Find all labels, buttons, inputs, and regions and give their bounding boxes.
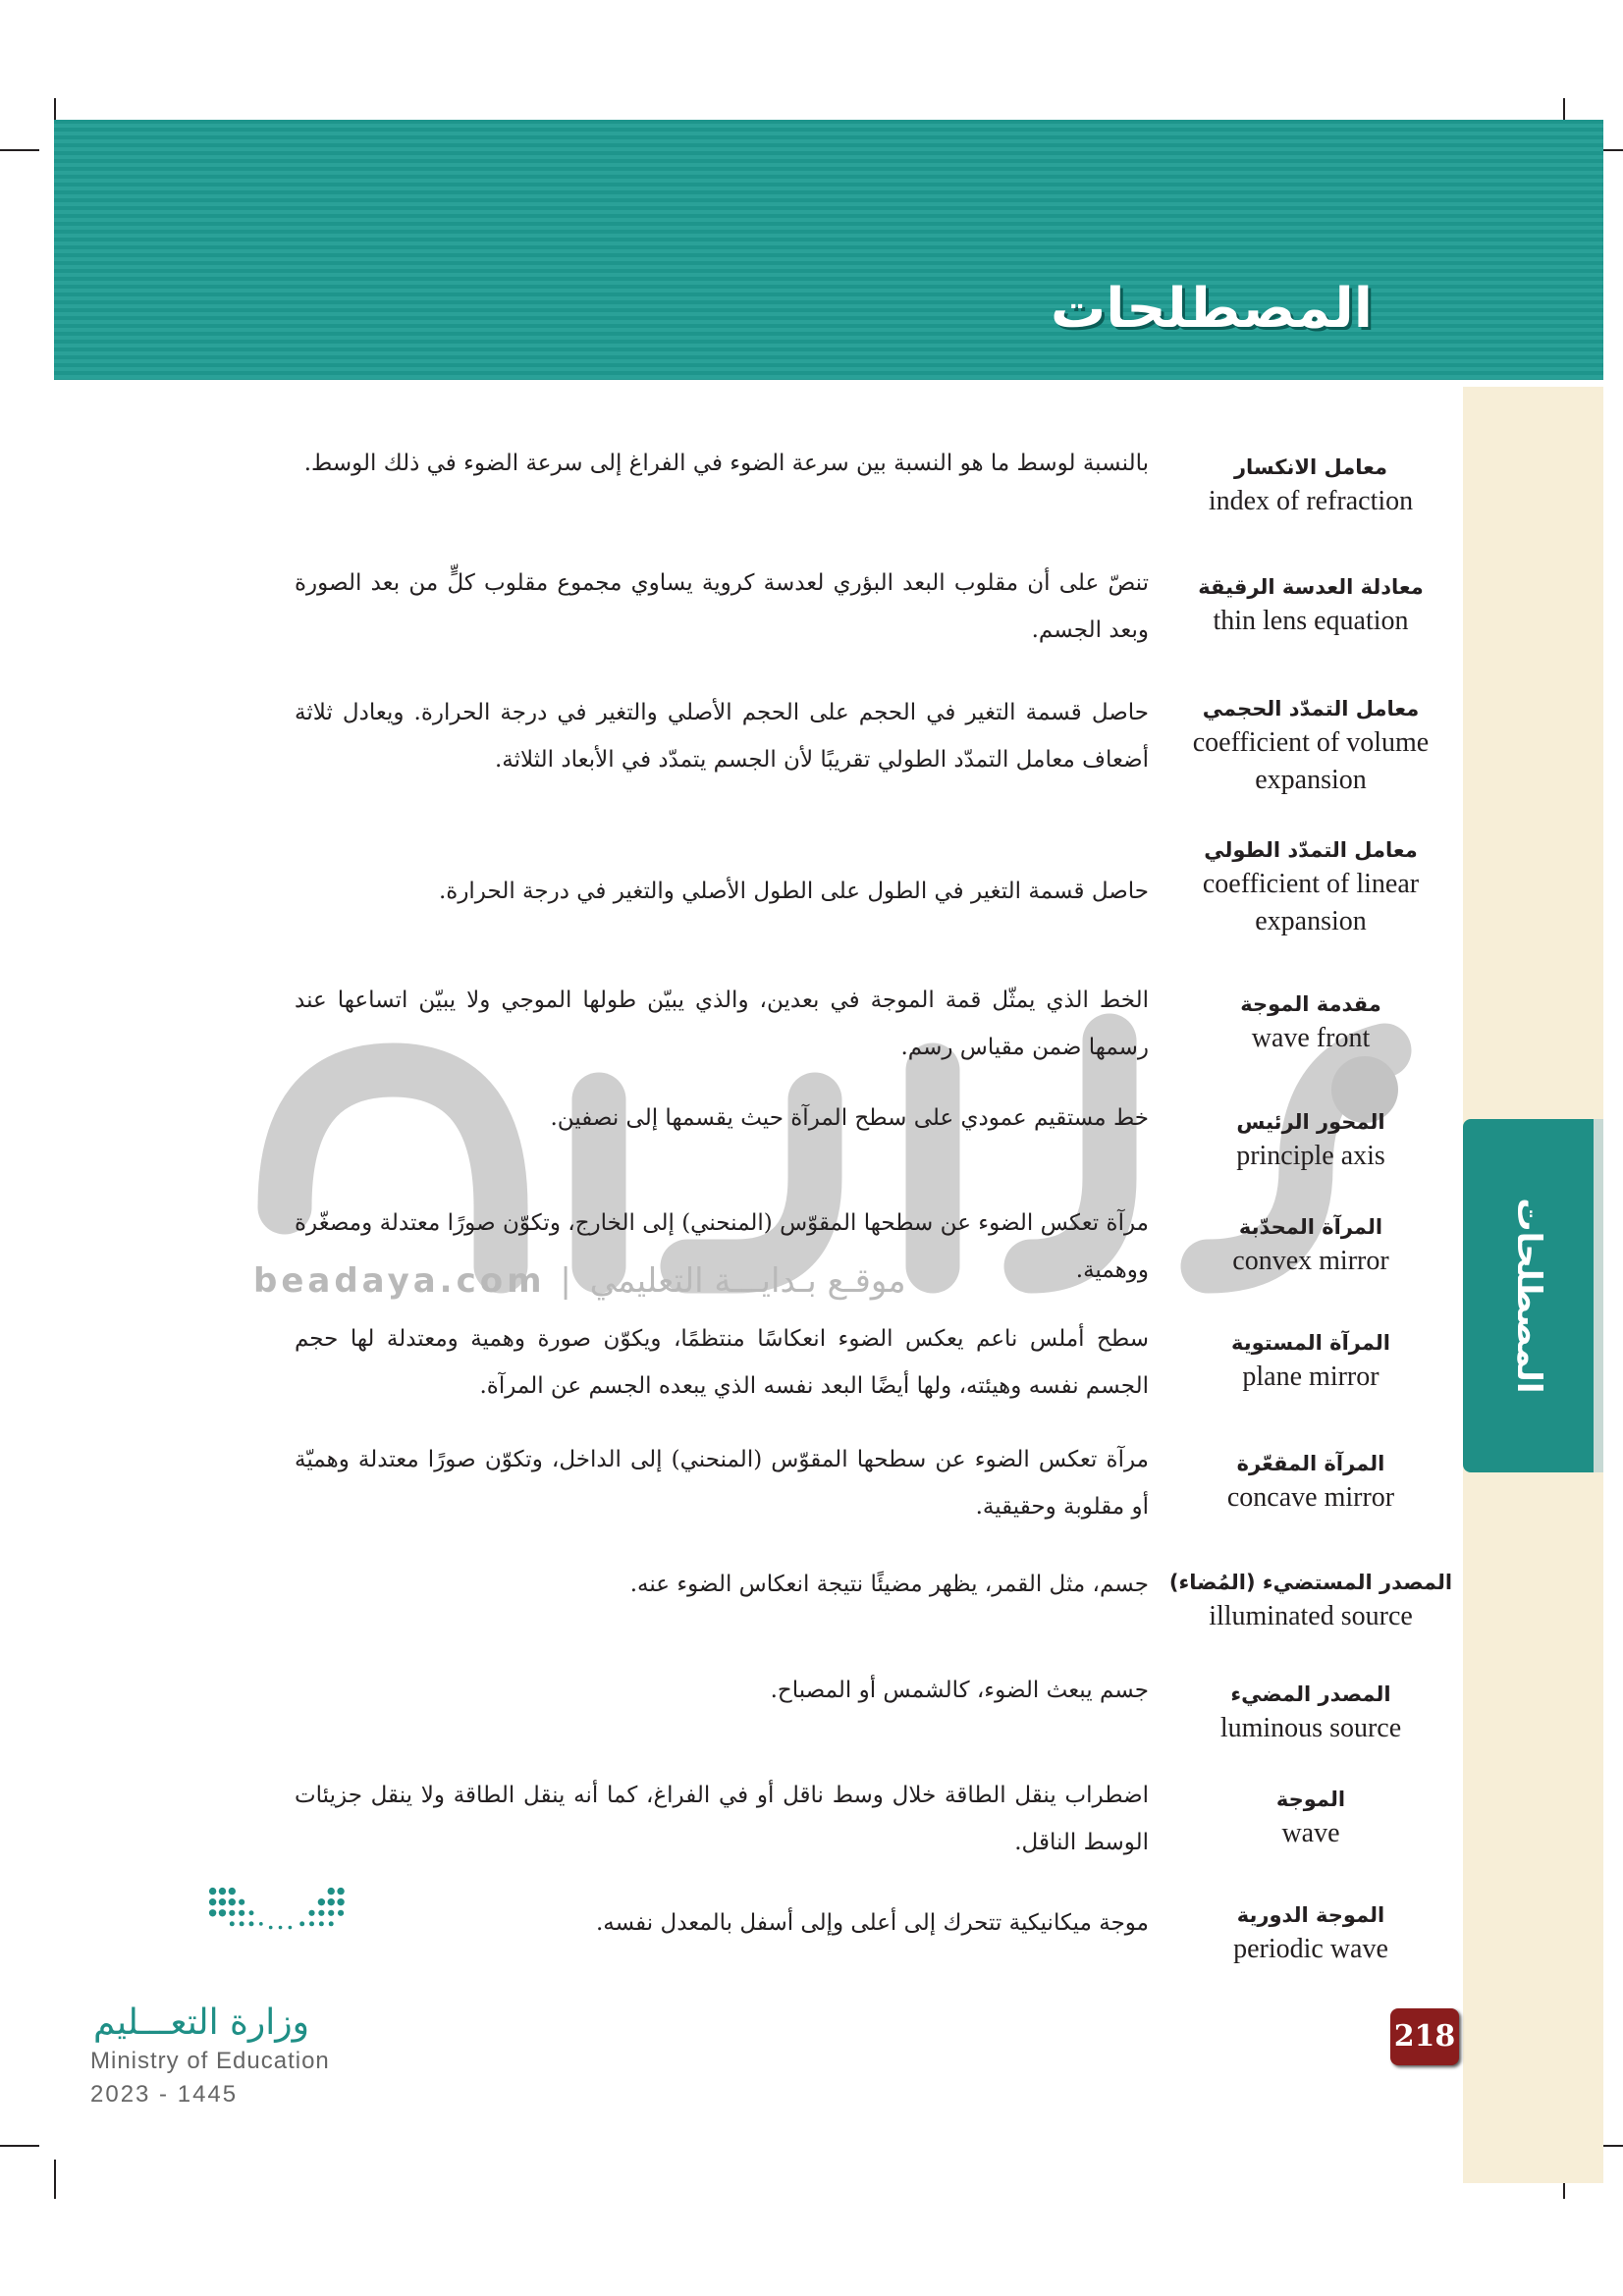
glossary-term	[1168, 452, 1453, 520]
term-arabic: المرآة المقعّرة	[1236, 1452, 1385, 1475]
term-english: wave front	[1251, 1023, 1371, 1053]
ministry-logo-dots	[196, 1883, 432, 1961]
term-english: thin lens equation	[1213, 606, 1409, 636]
crop-mark	[0, 2145, 39, 2147]
glossary-entry	[295, 977, 1453, 1085]
glossary-entry	[295, 1315, 1453, 1423]
term-english: index of refraction	[1208, 486, 1414, 516]
glossary-term	[1168, 1106, 1453, 1175]
glossary-entry	[295, 1200, 1453, 1308]
term-english: periodic wave	[1233, 1934, 1388, 1964]
term-definition: جسم، مثل القمر، يظهر مضيئًا نتيجة انعكاس الضوء عنه.	[629, 1572, 1149, 1597]
term-arabic: المرآة المستوية	[1230, 1331, 1391, 1355]
term-definition: حاصل قسمة التغير في الحجم على الحجم الأصلي والتغير في درجة الحرارة. ويعادل ثلاثة أضعاف معامل التمدّد الطولي تقريبًا لأن الجسم يتمدّد في الأبعاد الثلاثة.	[295, 700, 1149, 773]
term-english: plane mirror	[1242, 1362, 1380, 1392]
glossary-entry	[295, 1561, 1453, 1659]
term-definition: الخط الذي يمثّل قمة الموجة في بعدين، والذي يبيّن طولها الموجي ولا يبيّن اتساعها عند رسمها ضمن مقياس رسم.	[295, 988, 1149, 1060]
glossary-term	[1168, 1211, 1453, 1280]
glossary-entry	[295, 834, 1453, 962]
page-title: المصطلحات	[1050, 277, 1373, 341]
term-definition: جسم يبعث الضوء، كالشمس أو المصباح.	[770, 1678, 1149, 1703]
term-arabic: معامل التمدّد الحجمي	[1202, 697, 1420, 721]
glossary-entry	[295, 1667, 1453, 1765]
crop-mark	[0, 149, 39, 151]
term-arabic: الموجة الدورية	[1236, 1903, 1385, 1927]
term-arabic: الموجة	[1275, 1788, 1346, 1811]
glossary-term	[1168, 1679, 1453, 1747]
glossary-term	[1168, 571, 1453, 640]
term-definition: حاصل قسمة التغير في الطول على الطول الأصلي والتغير في درجة الحرارة.	[438, 879, 1149, 904]
glossary-entry	[295, 1436, 1453, 1544]
glossary-term	[1168, 1784, 1453, 1852]
term-definition: موجة ميكانيكية تتحرك إلى أعلى وإلى أسفل بالمعدل نفسه.	[595, 1910, 1149, 1936]
watermark-separator: |	[560, 1261, 575, 1301]
term-definition: اضطراب ينقل الطاقة خلال وسط ناقل أو في الفراغ، كما أنه ينقل الطاقة ولا ينقل جزيئات الوسط الناقل.	[295, 1783, 1149, 1855]
term-definition: بالنسبة لوسط ما هو النسبة بين سرعة الضوء في الفراغ إلى سرعة الضوء في ذلك الوسط.	[303, 451, 1149, 476]
glossary-term	[1168, 1899, 1453, 1968]
watermark-url: beadaya.com	[253, 1261, 546, 1301]
term-definition: مرآة تعكس الضوء عن سطحها المقوّس (المنحني) إلى الخارج، وتكوّن صورًا معتدلة ومصغّرة ووهمية.	[295, 1210, 1149, 1283]
glossary-term	[1168, 834, 1453, 940]
crop-mark	[54, 2160, 56, 2199]
ministry-name-english: Ministry of Education	[90, 2048, 330, 2074]
glossary-term	[1168, 988, 1453, 1057]
term-english: coefficient of linear expansion	[1202, 869, 1420, 936]
term-arabic: المحور الرئيس	[1236, 1110, 1385, 1134]
term-arabic: مقدمة الموجة	[1240, 992, 1381, 1016]
ministry-name-arabic: وزارة التعـــليم	[93, 2002, 310, 2043]
term-arabic: المرآة المحدّبة	[1238, 1215, 1383, 1239]
side-tab	[1463, 1119, 1603, 1472]
term-arabic: المصدر المستضيء (المُضاء)	[1168, 1571, 1453, 1594]
glossary-term	[1168, 1567, 1453, 1635]
header-banner	[54, 120, 1603, 380]
glossary-entry	[295, 1095, 1453, 1193]
page-number: 218	[1390, 2008, 1459, 2065]
term-arabic: معادلة العدسة الرقيقة	[1198, 575, 1424, 599]
term-english: coefficient of volume expansion	[1192, 727, 1430, 795]
term-english: wave	[1281, 1818, 1340, 1848]
term-definition: خط مستقيم عمودي على سطح المرآة حيث يقسمها إلى نصفين.	[550, 1105, 1149, 1131]
term-english: convex mirror	[1232, 1246, 1389, 1276]
term-english: illuminated source	[1209, 1601, 1413, 1631]
glossary-term	[1168, 1448, 1453, 1517]
term-arabic: معامل الانكسار	[1233, 455, 1388, 479]
term-arabic: معامل التمدّد الطولي	[1204, 838, 1418, 862]
term-english: concave mirror	[1226, 1482, 1395, 1513]
watermark-site-name: موقـع بـدايـــة التعليمي	[589, 1261, 906, 1301]
glossary-entry	[295, 689, 1453, 817]
glossary-entry	[295, 1772, 1453, 1880]
glossary-term	[1168, 693, 1453, 799]
side-tab-label: المصطلحات	[1508, 1198, 1548, 1394]
glossary-entry	[295, 560, 1453, 667]
glossary-entry	[295, 1899, 1453, 1988]
term-english: principle axis	[1236, 1141, 1385, 1171]
glossary-entry	[295, 440, 1453, 548]
term-english: luminous source	[1219, 1713, 1402, 1743]
ministry-year: 2023 - 1445	[90, 2081, 239, 2108]
term-arabic: المصدر المضيء	[1230, 1682, 1391, 1706]
glossary-term	[1168, 1327, 1453, 1396]
term-definition: سطح أملس ناعم يعكس الضوء انعكاسًا منتظمًا، ويكوّن صورة وهمية ومعتدلة لها حجم الجسم نفسه وهيئته، ولها أيضًا البعد نفسه الذي يبعده الجسم عن المرآة.	[295, 1326, 1149, 1399]
term-definition: تنصّ على أن مقلوب البعد البؤري لعدسة كروية يساوي مجموع مقلوب كلٍّ من بعد الصورة وبعد الجسم.	[295, 570, 1149, 643]
term-definition: مرآة تعكس الضوء عن سطحها المقوّس (المنحني) إلى الداخل، وتكوّن صورًا معتدلة وهميّة أو مقلوبة وحقيقية.	[295, 1447, 1149, 1520]
